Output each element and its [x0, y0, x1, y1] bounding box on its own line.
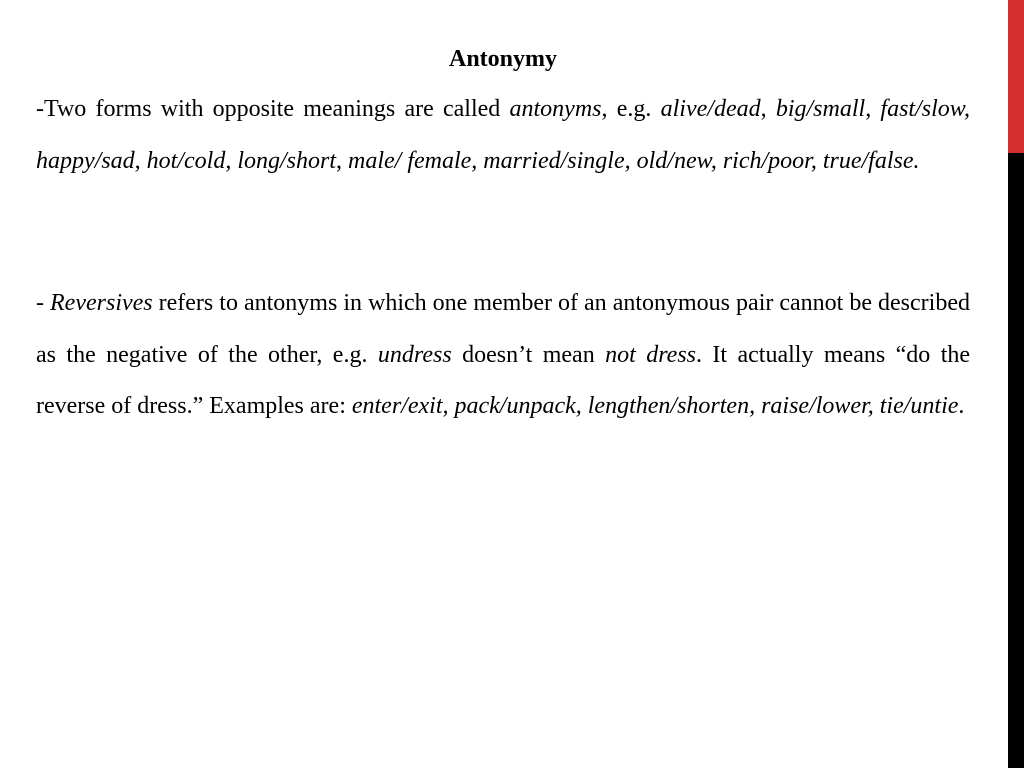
italic-text-run: big/small: [775, 96, 866, 122]
italic-text-run: male/ female, married/single, old/new, rich/poor, true/false.: [348, 147, 920, 174]
text-run: ,: [865, 96, 881, 122]
paragraph-reversives: [36, 278, 970, 433]
italic-text-run: fast/slow, happy/sad, hot/cold, long/short: [36, 96, 970, 174]
italic-text-run: alive/dead: [660, 96, 761, 122]
italic-text-run: Reversives: [50, 290, 153, 316]
text-run: .: [958, 393, 965, 419]
text-run: ,: [336, 147, 348, 174]
italic-text-run: undress: [377, 341, 452, 368]
text-run: ,: [760, 96, 776, 122]
italic-text-run: enter/exit, pack/unpack, lengthen/shorten, raise/lower, tie/untie: [351, 393, 959, 419]
text-run: . It actually means “do the reverse of dress.” Examples are:: [36, 341, 971, 419]
slide-title: Antonymy: [448, 46, 557, 72]
text-run: -: [36, 290, 51, 316]
accent-bar-red: [1008, 0, 1024, 153]
paragraph-antonyms: [36, 84, 970, 187]
text-run: , e.g.: [601, 96, 661, 122]
text-run: doesn’t mean: [451, 341, 606, 368]
italic-text-run: not dress: [605, 341, 696, 368]
italic-text-run: antonyms: [509, 96, 602, 122]
accent-bar-black: [1008, 153, 1024, 768]
text-run: -Two forms with opposite meanings are called: [36, 96, 510, 122]
text-run: refers to antonyms in which one member of an antonymous pair cannot be described as the negative of the other, e.g.: [36, 290, 970, 368]
